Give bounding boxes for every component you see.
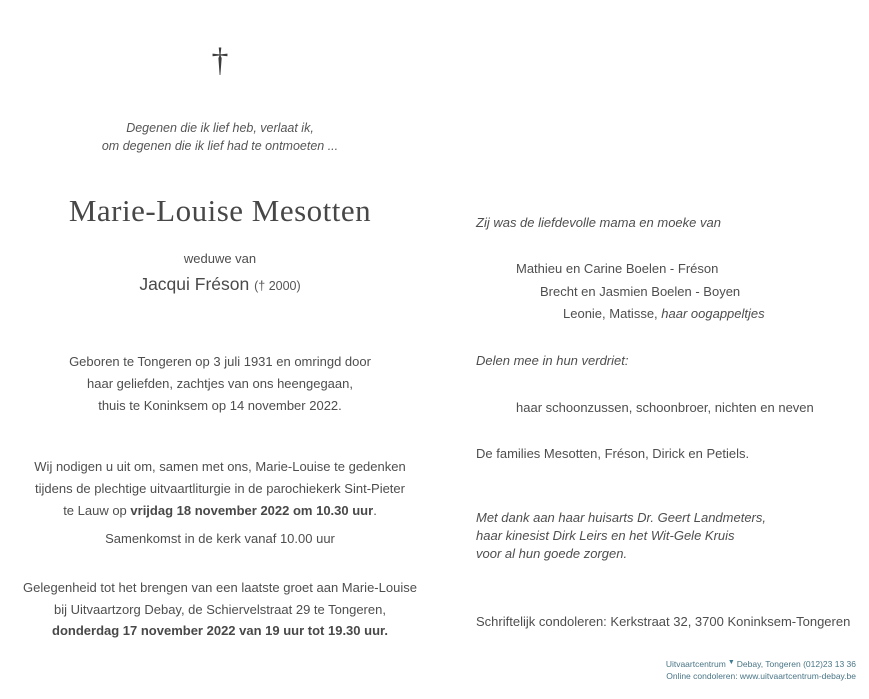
spouse-name: Jacqui Fréson (139, 274, 250, 294)
visitation-line-3 (0, 620, 440, 642)
spouse-death-year: († 2000) (254, 279, 301, 293)
relation-label: weduwe van (183, 251, 257, 266)
service-date-bold: vrijdag 18 november 2022 om 10.30 uur (130, 503, 374, 518)
service-line-2: tijdens de plechtige uitvaartliturgie in de parochiekerk Sint-Pieter (35, 481, 405, 496)
debay-logo-icon: ▼ (727, 659, 735, 666)
thanks-line-1: Met dank aan haar huisarts Dr. Geert Landmeters, (476, 510, 766, 525)
service-line-1: Wij nodigen u uit om, samen met ons, Marie-Louise te gedenken (34, 459, 406, 474)
family-intro-line: Zij was de liefdevolle mama en moeke van (476, 215, 721, 230)
grandchildren-line (476, 306, 869, 321)
visitation-paragraph (0, 577, 440, 642)
grief-intro-line: Delen mee in hun verdriet: (476, 353, 629, 368)
written-condolence-line: Schriftelijk condoleren: Kerkstraat 32, 3700 Koninksem-Tongeren (476, 614, 851, 629)
spouse-line (0, 274, 440, 295)
families-line: De families Mesotten, Fréson, Dirick en Petiels. (476, 446, 750, 461)
quote-line-1: Degenen die ik lief heb, verlaat ik, (126, 121, 314, 135)
visitation-date-bold: donderdag 17 november 2022 van 19 uur tot 19.30 uur. (52, 623, 388, 638)
service-line-3-prefix: te Lauw op (63, 503, 131, 518)
thanks-line-3: voor al hun goede zorgen. (476, 546, 628, 561)
footer-company-name: Uitvaartcentrum (665, 659, 726, 669)
relatives-line: haar schoonzussen, schoonbroer, nichten en neven (516, 400, 814, 415)
funeral-service-paragraph (0, 456, 440, 522)
grandchildren-names: Leonie, Matisse, (563, 306, 662, 321)
grandchildren-endearment: haar oogappeltjes (661, 306, 765, 321)
visitation-line-1: Gelegenheid tot het brengen van een laatste groet aan Marie-Louise (23, 580, 417, 595)
life-line-1: Geboren te Tongeren op 3 juli 1931 en omringd door (69, 354, 371, 369)
family-member-line: Brecht en Jasmien Boelen - Boyen (540, 284, 741, 299)
visitation-line-2: bij Uitvaartzorg Debay, de Schiervelstraat 29 te Tongeren, (54, 601, 386, 617)
acknowledgement-paragraph (476, 509, 866, 563)
cross-icon: † (211, 42, 229, 79)
funeral-home-footer (666, 657, 856, 682)
service-line-3-suffix: . (373, 503, 377, 518)
life-line-3: thuis te Koninksem op 14 november 2022. (98, 398, 342, 413)
thanks-line-2: haar kinesist Dirk Leirs en het Wit-Gele Kruis (476, 528, 735, 543)
gathering-line: Samenkomst in de kerk vanaf 10.00 uur (105, 531, 335, 546)
quote-line-2: om degenen die ik lief had te ontmoeten ... (101, 139, 339, 153)
life-dates-paragraph (0, 351, 440, 417)
memorial-quote (0, 119, 440, 155)
footer-website-line: Online condoleren: www.uitvaartcentrum-debay.be (666, 670, 856, 681)
family-member-line: Mathieu en Carine Boelen - Fréson (516, 261, 719, 276)
life-line-2: haar geliefden, zachtjes van ons heengegaan, (87, 376, 353, 391)
footer-line-1 (666, 657, 856, 671)
service-line-3 (0, 500, 440, 522)
footer-contact: Debay, Tongeren (012)23 13 36 (736, 659, 856, 669)
deceased-name: Marie-Louise Mesotten (68, 193, 372, 228)
